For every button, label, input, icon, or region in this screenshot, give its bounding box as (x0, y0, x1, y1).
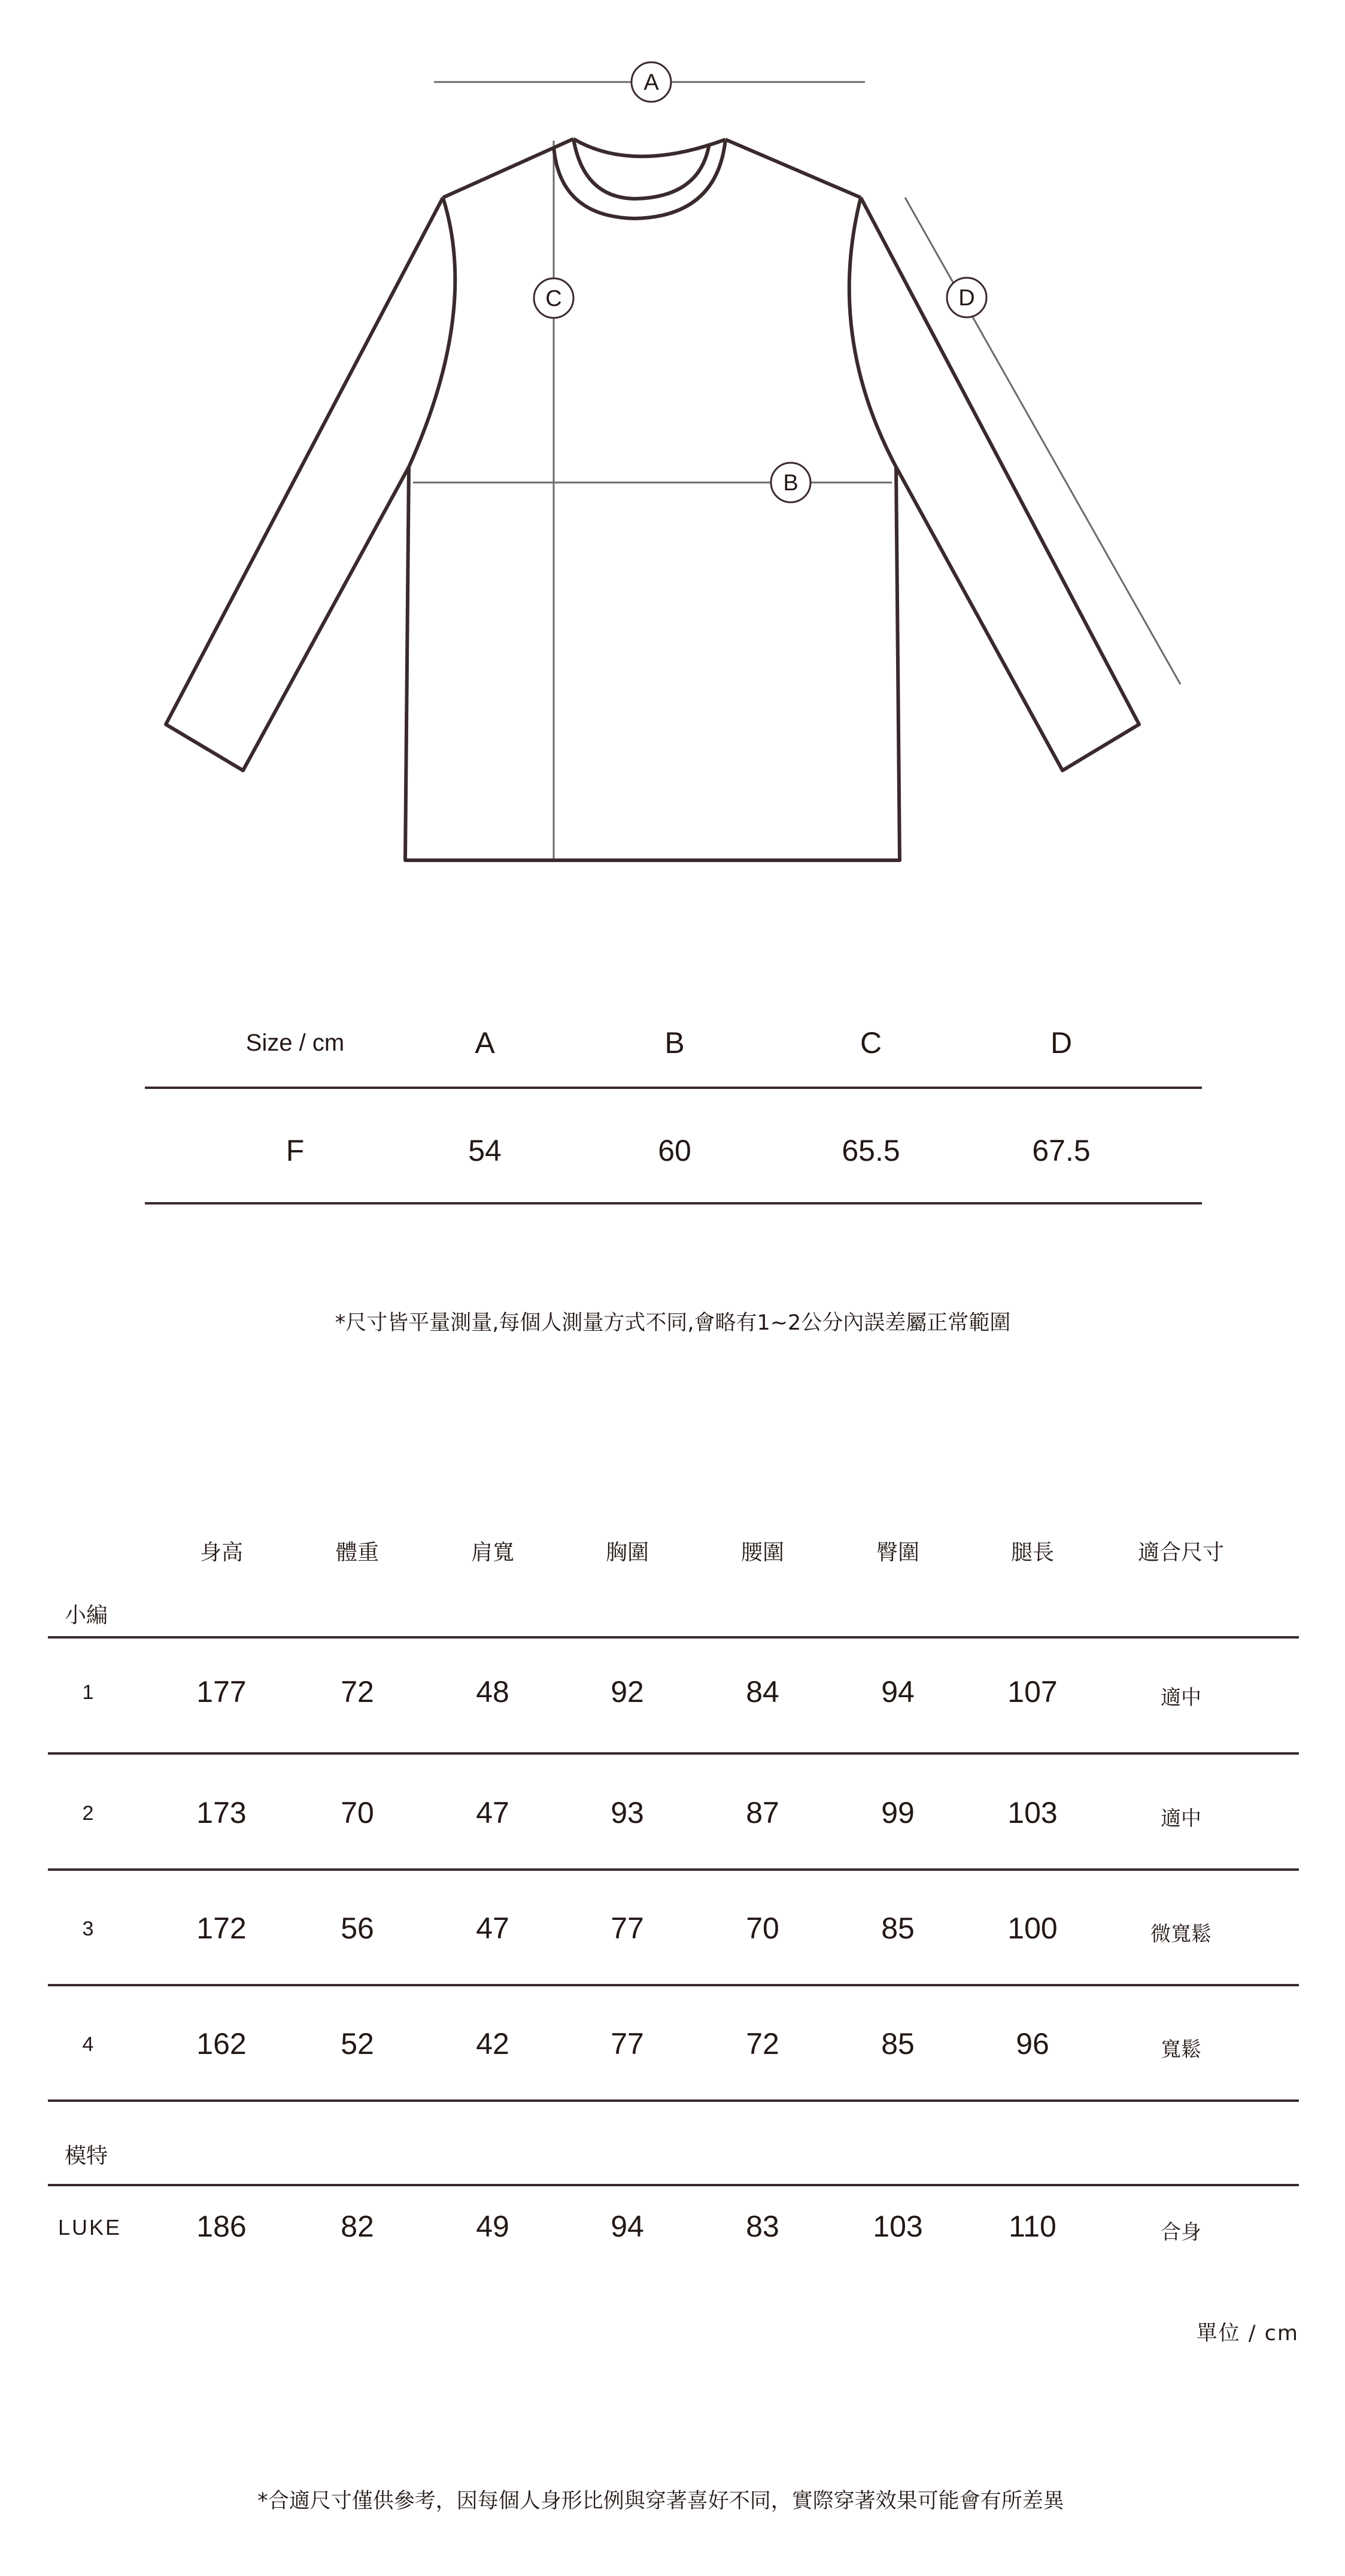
header-chest: 胸圍 (605, 1540, 649, 1565)
table-cell: 1 (82, 1681, 94, 1704)
size-header-b: B (664, 1026, 685, 1060)
table-cell: 99 (881, 1796, 915, 1829)
section-model: 模特 (65, 2144, 108, 2168)
header-weight: 體重 (335, 1540, 379, 1565)
table-cell: 94 (611, 2210, 644, 2243)
table-cell: 56 (341, 1911, 374, 1945)
table-cell: 186 (196, 2210, 247, 2243)
size-row-label: F (286, 1134, 305, 1167)
size-table-divider (145, 1087, 1202, 1089)
label-d (947, 278, 986, 317)
table-cell: 172 (196, 1911, 247, 1945)
size-value-b: 60 (658, 1134, 691, 1167)
table-cell: 77 (611, 2027, 644, 2061)
row-divider (48, 1868, 1299, 1871)
table-cell: 77 (611, 1911, 644, 1945)
table-cell: 適中 (1161, 1686, 1201, 1710)
header-height: 身高 (199, 1540, 244, 1565)
row-divider (48, 2184, 1299, 2186)
table-cell: 49 (476, 2210, 509, 2243)
size-value-d: 67.5 (1032, 1134, 1091, 1167)
table-cell: 83 (746, 2210, 779, 2243)
table-cell: 173 (196, 1796, 247, 1829)
table-cell: 85 (881, 2027, 915, 2061)
row-divider (48, 1752, 1299, 1755)
size-header-c: C (860, 1026, 882, 1060)
svg-text:B: B (783, 471, 799, 496)
table-cell: 微寬鬆 (1150, 1922, 1212, 1946)
svg-text:D: D (958, 286, 975, 311)
table-cell: 103 (1007, 1796, 1058, 1829)
table-cell: 3 (82, 1917, 94, 1940)
table-cell: 52 (341, 2027, 374, 2061)
table-cell: 103 (873, 2210, 923, 2243)
size-value-a: 54 (468, 1134, 502, 1167)
table-cell: 適中 (1161, 1807, 1201, 1831)
svg-text:A: A (643, 70, 659, 95)
table-cell: 94 (881, 1675, 915, 1709)
header-shoulder: 肩寬 (470, 1540, 515, 1565)
table-cell: 72 (341, 1675, 374, 1709)
table-cell: LUKE (57, 2215, 122, 2240)
table-cell: 93 (611, 1796, 644, 1829)
table-cell: 87 (746, 1796, 779, 1829)
table-cell: 85 (881, 1911, 915, 1945)
size-table-bottom-line (145, 1202, 1202, 1204)
size-header-d: D (1050, 1026, 1073, 1060)
measure-line-d (905, 198, 1180, 684)
table-cell: 47 (476, 1796, 509, 1829)
label-a (631, 62, 671, 102)
table-cell: 177 (196, 1675, 247, 1709)
measure-note: *尺寸皆平量測量,每個人測量方式不同,會略有1~2公分內誤差屬正常範圍 (335, 1311, 1011, 1335)
table-cell: 72 (746, 2027, 779, 2061)
row-divider (48, 1984, 1299, 1986)
size-header-a: A (475, 1026, 495, 1060)
size-header-label: Size / cm (245, 1030, 345, 1056)
table-cell: 100 (1007, 1911, 1058, 1945)
header-fit: 適合尺寸 (1137, 1540, 1225, 1565)
table-cell: 48 (476, 1675, 509, 1709)
table-cell: 96 (1016, 2027, 1049, 2061)
table-cell: 42 (476, 2027, 509, 2061)
table-cell: 84 (746, 1675, 779, 1709)
header-leg: 腿長 (1010, 1540, 1055, 1565)
row-divider (48, 1636, 1299, 1639)
header-hip: 臀圍 (876, 1540, 920, 1565)
label-c (534, 278, 573, 318)
table-cell: 92 (611, 1675, 644, 1709)
table-cell: 4 (82, 2033, 94, 2056)
svg-text:C: C (545, 286, 562, 311)
table-cell: 合身 (1161, 2220, 1201, 2244)
table-cell: 162 (196, 2027, 247, 2061)
table-cell: 寬鬆 (1161, 2038, 1201, 2062)
label-b (771, 463, 810, 502)
section-editor: 小編 (65, 1603, 108, 1628)
table-cell: 110 (1009, 2210, 1056, 2243)
table-cell: 70 (341, 1796, 374, 1829)
garment-diagram (0, 0, 1345, 898)
table-cell: 2 (82, 1802, 94, 1825)
header-waist: 腰圍 (740, 1540, 785, 1565)
shirt-outline (166, 139, 1139, 860)
size-value-c: 65.5 (842, 1134, 900, 1167)
table-cell: 47 (476, 1911, 509, 1945)
bottom-note: *合適尺寸僅供參考，因每個人身形比例與穿著喜好不同，實際穿著效果可能會有所差異 (257, 2489, 1064, 2513)
table-cell: 82 (341, 2210, 374, 2243)
table-cell: 70 (746, 1911, 779, 1945)
table-cell: 107 (1007, 1675, 1058, 1709)
row-divider (48, 2099, 1299, 2102)
unit-label: 單位 / cm (1196, 2322, 1299, 2346)
